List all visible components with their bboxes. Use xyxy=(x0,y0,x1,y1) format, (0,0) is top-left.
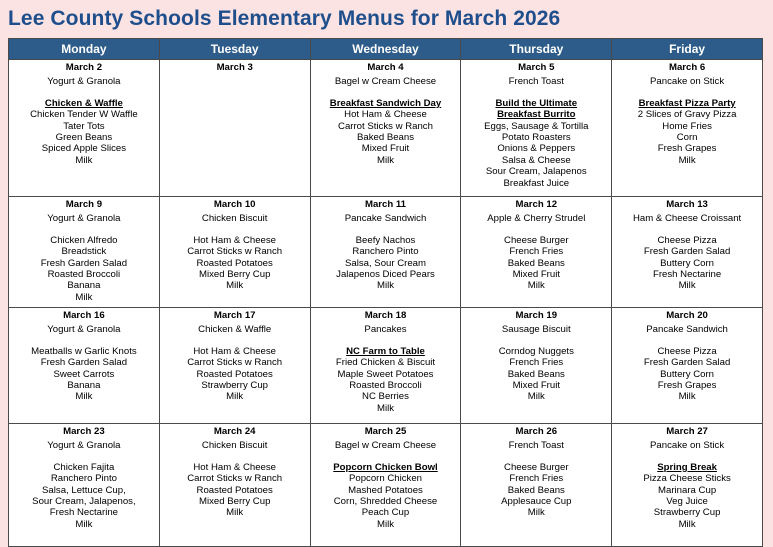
menu-date: March 24 xyxy=(213,426,256,437)
lunch-item: Fresh Grapes xyxy=(657,143,717,155)
lunch-item: Milk xyxy=(527,507,545,519)
lunch-item: Milk xyxy=(678,518,696,530)
menu-date: March 2 xyxy=(65,62,103,73)
lunch-item: Milk xyxy=(376,518,395,530)
lunch-item: Milk xyxy=(226,280,244,292)
menu-date: March 19 xyxy=(515,310,558,321)
breakfast-item: Pancake on Stick xyxy=(650,76,725,88)
lunch-item: Fresh Garden Salad xyxy=(40,357,128,369)
spacer xyxy=(161,336,309,346)
lunch-item: Ranchero Pinto xyxy=(50,473,117,485)
lunch-item: Chicken Tender W Waffle xyxy=(30,109,138,121)
menu-date: March 27 xyxy=(666,426,708,437)
day-cell xyxy=(612,197,763,308)
special-theme: Chicken & Waffle xyxy=(44,97,123,109)
lunch-item: Corndog Nuggets xyxy=(498,345,574,357)
day-cell xyxy=(9,308,160,424)
lunch-item: Banana xyxy=(67,380,101,392)
breakfast-item: French Toast xyxy=(508,440,564,452)
week-row xyxy=(9,308,763,424)
day-cell xyxy=(461,60,612,197)
day-header-wednesday: Wednesday xyxy=(310,39,461,60)
lunch-item: Salsa & Cheese xyxy=(501,154,571,166)
lunch-item: Mixed Berry Cup xyxy=(198,496,271,508)
page-title: Lee County Schools Elementary Menus for March 2026 xyxy=(8,7,561,30)
spacer xyxy=(312,336,460,346)
lunch-item: Ranchero Pinto xyxy=(352,246,419,258)
lunch-item: Milk xyxy=(75,391,93,403)
day-header-friday: Friday xyxy=(612,39,763,60)
lunch-item: Baked Beans xyxy=(507,484,565,496)
spacer xyxy=(613,88,761,98)
lunch-item: Corn, Shredded Cheese xyxy=(333,496,438,508)
lunch-item: Cheese Burger xyxy=(504,234,569,246)
special-theme: Breakfast Pizza Party xyxy=(638,97,736,109)
lunch-item: Green Beans xyxy=(55,132,113,144)
lunch-item: Milk xyxy=(376,154,395,166)
breakfast-item: Yogurt & Granola xyxy=(47,76,121,88)
week-row xyxy=(9,60,763,197)
day-cell xyxy=(9,424,160,547)
breakfast-item: French Toast xyxy=(508,76,564,88)
menu-date: March 13 xyxy=(666,199,708,210)
lunch-item: Strawberry Cup xyxy=(201,380,269,392)
menu-date: March 25 xyxy=(364,426,407,437)
day-cell xyxy=(310,424,461,547)
lunch-item: Fresh Nectarine xyxy=(652,269,722,281)
breakfast-item: Pancake Sandwich xyxy=(646,324,728,336)
menu-date: March 20 xyxy=(666,310,708,321)
lunch-item: Jalapenos Diced Pears xyxy=(336,269,435,281)
breakfast-item: Pancake on Stick xyxy=(650,440,725,452)
breakfast-item: Chicken Biscuit xyxy=(201,213,268,225)
lunch-item: Milk xyxy=(75,518,93,530)
special-theme: Build the Ultimate xyxy=(495,97,578,109)
lunch-item: 2 Slices of Gravy Pizza xyxy=(637,109,737,121)
day-cell xyxy=(9,197,160,308)
lunch-item: Hot Ham & Cheese xyxy=(344,109,427,121)
spacer xyxy=(613,336,761,346)
lunch-item: Meatballs w Garlic Knots xyxy=(31,345,137,357)
day-cell xyxy=(310,308,461,424)
breakfast-item: Chicken & Waffle xyxy=(198,324,272,336)
lunch-item: Fresh Nectarine xyxy=(49,507,119,519)
special-theme: Breakfast Burrito xyxy=(497,109,576,121)
day-header-thursday: Thursday xyxy=(461,39,612,60)
lunch-item: Strawberry Cup xyxy=(653,507,721,519)
lunch-item: Roasted Potatoes xyxy=(196,484,273,496)
day-cell xyxy=(159,308,310,424)
lunch-item: Baked Beans xyxy=(507,368,565,380)
day-cell xyxy=(310,60,461,197)
lunch-item: Cheese Pizza xyxy=(657,345,717,357)
lunch-item: Roasted Potatoes xyxy=(196,368,273,380)
spacer xyxy=(462,225,610,235)
lunch-item: Cheese Burger xyxy=(504,461,569,473)
spacer xyxy=(161,452,309,462)
menu-date: March 9 xyxy=(65,199,103,210)
day-header-row xyxy=(9,39,763,60)
lunch-item: Sour Cream, Jalapenos xyxy=(485,166,587,178)
day-cell xyxy=(159,424,310,547)
spacer xyxy=(462,452,610,462)
day-cell xyxy=(461,308,612,424)
lunch-item: Potato Roasters xyxy=(501,132,571,144)
week-row xyxy=(9,197,763,308)
spacer xyxy=(462,88,610,98)
day-cell xyxy=(159,197,310,308)
lunch-item: Onions & Peppers xyxy=(497,143,576,155)
day-cell xyxy=(612,60,763,197)
week-row xyxy=(9,424,763,547)
menu-date: March 4 xyxy=(367,62,404,73)
lunch-item: Pizza Cheese Sticks xyxy=(643,473,731,485)
lunch-item: Roasted Broccoli xyxy=(349,380,422,392)
spacer xyxy=(462,336,610,346)
lunch-item: Milk xyxy=(376,280,395,292)
lunch-item: Veg Juice xyxy=(666,496,708,508)
spacer xyxy=(10,225,158,235)
lunch-item: Eggs, Sausage & Tortilla xyxy=(484,120,589,132)
breakfast-item: Yogurt & Granola xyxy=(47,213,121,225)
spacer xyxy=(161,225,309,235)
lunch-item: Milk xyxy=(226,391,244,403)
breakfast-item: Bagel w Cream Cheese xyxy=(334,440,437,452)
spacer xyxy=(312,225,460,235)
day-cell xyxy=(612,424,763,547)
lunch-item: Hot Ham & Cheese xyxy=(193,345,277,357)
menu-date: March 17 xyxy=(213,310,256,321)
lunch-item: Mixed Fruit xyxy=(512,380,561,392)
lunch-item: Milk xyxy=(527,280,545,292)
lunch-item: Cheese Pizza xyxy=(657,234,717,246)
lunch-item: Milk xyxy=(75,154,93,166)
special-theme: NC Farm to Table xyxy=(346,345,425,357)
breakfast-item: Pancake Sandwich xyxy=(344,213,427,225)
special-theme: Spring Break xyxy=(657,461,717,473)
lunch-item: Milk xyxy=(678,391,696,403)
lunch-item: Mashed Potatoes xyxy=(348,484,423,496)
menu-date: March 12 xyxy=(515,199,558,210)
lunch-item: French Fries xyxy=(509,473,564,485)
lunch-item: Fresh Garden Salad xyxy=(643,246,731,258)
spacer xyxy=(613,225,761,235)
lunch-item: Sour Cream, Jalapenos, xyxy=(32,496,136,508)
lunch-item: Roasted Broccoli xyxy=(47,269,121,281)
breakfast-item: Yogurt & Granola xyxy=(47,440,121,452)
menu-body xyxy=(9,60,763,547)
menu-date: March 16 xyxy=(63,310,105,321)
lunch-item: Milk xyxy=(376,402,395,414)
lunch-item: Fresh Garden Salad xyxy=(643,357,731,369)
day-cell xyxy=(310,197,461,308)
menu-date: March 5 xyxy=(518,62,555,73)
lunch-item: Home Fries xyxy=(662,120,712,132)
breakfast-item: Sausage Biscuit xyxy=(501,324,571,336)
lunch-item: Mixed Fruit xyxy=(512,269,561,281)
lunch-item: Breakfast Juice xyxy=(503,177,570,189)
lunch-item: Breadstick xyxy=(61,246,107,258)
lunch-item: Corn xyxy=(676,132,698,144)
special-theme: Breakfast Sandwich Day xyxy=(329,97,442,109)
lunch-item: Baked Beans xyxy=(356,132,415,144)
lunch-item: Chicken Fajita xyxy=(53,461,115,473)
special-theme: Popcorn Chicken Bowl xyxy=(333,461,438,473)
menu-date: March 6 xyxy=(668,62,706,73)
menu-table xyxy=(8,38,763,547)
lunch-item: Roasted Potatoes xyxy=(196,257,273,269)
lunch-item: Maple Sweet Potatoes xyxy=(337,368,434,380)
lunch-item: Salsa, Sour Cream xyxy=(344,257,427,269)
lunch-item: Milk xyxy=(678,154,696,166)
lunch-item: Carrot Sticks w Ranch xyxy=(187,246,283,258)
lunch-item: Applesauce Cup xyxy=(501,496,572,508)
spacer xyxy=(312,88,460,98)
lunch-item: Fresh Garden Salad xyxy=(40,257,128,269)
day-cell xyxy=(159,60,310,197)
lunch-item: Milk xyxy=(226,507,244,519)
lunch-item: Mixed Fruit xyxy=(361,143,410,155)
lunch-item: Beefy Nachos xyxy=(355,234,416,246)
menu-date: March 3 xyxy=(216,62,253,73)
lunch-item: Milk xyxy=(75,291,93,303)
breakfast-item: Pancakes xyxy=(364,324,407,336)
lunch-item: Salsa, Lettuce Cup, xyxy=(42,484,126,496)
breakfast-item: Ham & Cheese Croissant xyxy=(632,213,742,225)
lunch-item: Banana xyxy=(67,280,101,292)
spacer xyxy=(10,452,158,462)
lunch-item: Tater Tots xyxy=(63,120,105,132)
lunch-item: Carrot Sticks w Ranch xyxy=(187,473,283,485)
lunch-item: Sweet Carrots xyxy=(53,368,115,380)
spacer xyxy=(613,452,761,462)
menu-date: March 10 xyxy=(213,199,256,210)
day-cell xyxy=(461,197,612,308)
lunch-item: Carrot Sticks w Ranch xyxy=(187,357,283,369)
menu-date: March 23 xyxy=(63,426,105,437)
day-cell xyxy=(612,308,763,424)
menu-date: March 18 xyxy=(364,310,407,321)
lunch-item: Baked Beans xyxy=(507,257,565,269)
lunch-item: NC Berries xyxy=(362,391,409,403)
spacer xyxy=(10,88,158,98)
lunch-item: Buttery Corn xyxy=(660,368,715,380)
lunch-item: Chicken Alfredo xyxy=(50,234,118,246)
lunch-item: Peach Cup xyxy=(361,507,410,519)
lunch-item: Marinara Cup xyxy=(658,484,717,496)
lunch-item: Fried Chicken & Biscuit xyxy=(335,357,436,369)
day-header-monday: Monday xyxy=(9,39,160,60)
lunch-item: Hot Ham & Cheese xyxy=(193,234,277,246)
lunch-item: French Fries xyxy=(509,357,564,369)
breakfast-item xyxy=(161,76,309,87)
lunch-item: Hot Ham & Cheese xyxy=(193,461,277,473)
spacer xyxy=(10,336,158,346)
lunch-item: Carrot Sticks w Ranch xyxy=(338,120,433,132)
spacer xyxy=(161,87,309,97)
day-cell xyxy=(461,424,612,547)
spacer xyxy=(312,452,460,462)
lunch-item: Fresh Grapes xyxy=(657,380,717,392)
breakfast-item: Chicken Biscuit xyxy=(201,440,268,452)
menu-date: March 11 xyxy=(364,199,407,210)
lunch-item: Milk xyxy=(678,280,696,292)
lunch-item: Buttery Corn xyxy=(660,257,715,269)
lunch-item: Milk xyxy=(527,391,545,403)
day-cell xyxy=(9,60,160,197)
breakfast-item: Apple & Cherry Strudel xyxy=(487,213,586,225)
lunch-item: Spiced Apple Slices xyxy=(41,143,127,155)
lunch-item: Mixed Berry Cup xyxy=(198,269,271,281)
breakfast-item: Yogurt & Granola xyxy=(47,324,121,336)
day-header-tuesday: Tuesday xyxy=(159,39,310,60)
lunch-item: Popcorn Chicken xyxy=(348,473,423,485)
breakfast-item: Bagel w Cream Cheese xyxy=(334,76,437,88)
lunch-item: French Fries xyxy=(509,246,564,258)
menu-date: March 26 xyxy=(515,426,558,437)
